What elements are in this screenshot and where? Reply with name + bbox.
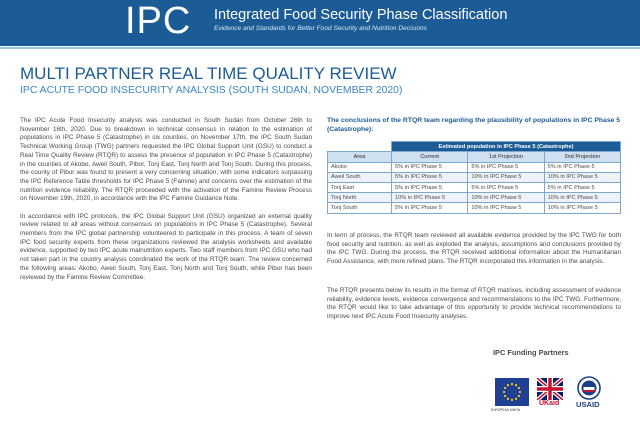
column-header-current: Current bbox=[392, 152, 468, 162]
right-column bbox=[327, 117, 621, 214]
cell-area: Tonj North bbox=[328, 193, 392, 203]
cell-1st-projection: 10% in IPC Phase 5 bbox=[468, 203, 544, 213]
conclusions-heading: The conclusions of the RTQR team regarding the plausibility of populations in IPC Phase 5 (Catastrophe): bbox=[327, 117, 621, 133]
table-row bbox=[328, 162, 621, 172]
table-corner bbox=[328, 142, 392, 152]
page-subtitle: IPC ACUTE FOOD INSECURITY ANALYSIS (SOUTH SUDAN, NOVEMBER 2020) bbox=[20, 85, 403, 96]
cell-1st-projection: 5% in IPC Phase 5 bbox=[468, 162, 544, 172]
cell-1st-projection: 10% in IPC Phase 5 bbox=[468, 193, 544, 203]
ukaid-wordmark: UKaid bbox=[539, 400, 560, 407]
cell-current: 5% in IPC Phase 5 bbox=[392, 203, 468, 213]
table-row bbox=[328, 172, 621, 182]
cell-area: Tonj East bbox=[328, 182, 392, 192]
cell-area: Tonj South bbox=[328, 203, 392, 213]
header-banner bbox=[0, 0, 640, 46]
table-row bbox=[328, 193, 621, 203]
cell-area: Aweil South bbox=[328, 172, 392, 182]
intro-paragraph: The IPC Acute Food Insecurity analysis was conducted in South Sudan from October 26th to November 16th, 2020. Due to breakdown in technical consensus in relation to the estimation of populations in IPC Phase 5 (Catastrophe) in six counties, on November 17th, the IPC South Sudan Technical Working Group (TWG) partners requested the IPC Global Support Unit (GSU) to conduct a Real Time Quality Review (RTQR) to assess the presence of population in IPC Phase 5 (Catastrophe) in the counties of Akobo, Aweil South, Pibor, Tonj East, Tonj North and Tonj South. During this process, the county of Pibor was found to present a very concerning situation, with some indicators surpassing the IPC Reference Table thresholds for IPC Phase 5 (Famine) and concerns over the estimation of the nutrition evidence reliability. The RTQR proceeded with the activation of the Famine Review Process on November 19th, 2020, in accordance with the IPC Famine Guidance Note. bbox=[20, 117, 312, 203]
table-row bbox=[328, 203, 621, 213]
cell-1st-projection: 5% in IPC Phase 5 bbox=[468, 182, 544, 192]
cell-2nd-projection: 5% in IPC Phase 5 bbox=[544, 182, 620, 192]
cell-2nd-projection: 10% in IPC Phase 5 bbox=[544, 172, 620, 182]
protocol-paragraph: In accordance with IPC protocols, the IPC Global Support Unit (GSU) organized an external quality review related to all areas without consensus on populations in IPC Phase 5 (Catastrophe). Several members from the IPC global partnership volunteered to participate in this process. A team of seven IPC food security experts from these organizations reviewed the analysis worksheets and available evidence, supported by two IPC acute malnutrition experts. Two staff members from IPC GSU who had not taken part in the country analysis coordinated the work of the RTQR team. The review concerned the following areas: Akobo, Aweil South, Tonj East, Tonj North and Tonj South, while Pibor has been reviewed by the Famine Review Committee. bbox=[20, 212, 312, 281]
eu-caption: EUROPEAN UNION bbox=[491, 408, 521, 412]
cell-1st-projection: 10% in IPC Phase 5 bbox=[468, 172, 544, 182]
header-divider bbox=[0, 47, 640, 49]
phase5-table bbox=[327, 141, 621, 213]
column-header-1st-projection: 1st Projection bbox=[468, 152, 544, 162]
cell-current: 5% in IPC Phase 5 bbox=[392, 172, 468, 182]
column-header-area: Area bbox=[328, 152, 392, 162]
ipc-logo: IPC bbox=[125, 0, 192, 42]
cell-2nd-projection: 10% in IPC Phase 5 bbox=[544, 203, 620, 213]
table-group-header: Estimated population in IPC Phase 5 (Catastrophe) bbox=[392, 142, 621, 152]
cell-2nd-projection: 5% in IPC Phase 5 bbox=[544, 162, 620, 172]
eu-flag-logo bbox=[495, 378, 529, 406]
results-paragraph: The RTQR presents below its results in the format of RTQR matrixes, including assessment of evidence reliability, evidence levels, evidence convergence and recommendations to the IPC TWG. Furthermore, the RTQR would like to take advantage of this opportunity to provide technical recommendations to improve next IPC Acute Food Insecurity analyses. bbox=[327, 287, 621, 321]
cell-current: 5% in IPC Phase 5 bbox=[392, 182, 468, 192]
funding-partners-label: IPC Funding Partners bbox=[493, 348, 569, 357]
table-row bbox=[328, 182, 621, 192]
left-column bbox=[20, 117, 312, 291]
page-title: MULTI PARTNER REAL TIME QUALITY REVIEW bbox=[20, 64, 397, 83]
cell-area: Akobo bbox=[328, 162, 392, 172]
usaid-seal-logo bbox=[577, 376, 601, 400]
process-paragraph: In term of process, the RTQR team reviewed all available evidence provided by the IPC TWG for both food security and nutrition, as well as exploited the analysis, assumptions and conclusions provided by the IPC TWG. During the process, the RTQR received additional information about the Humanitarian Food Assistance, with more refined plans. The RTQR incorporated this information in the analysis. bbox=[327, 232, 621, 266]
cell-current: 5% in IPC Phase 5 bbox=[392, 162, 468, 172]
column-header-2nd-projection: 2nd Projection bbox=[544, 152, 620, 162]
cell-2nd-projection: 10% in IPC Phase 5 bbox=[544, 193, 620, 203]
banner-title: Integrated Food Security Phase Classification bbox=[214, 7, 508, 23]
cell-current: 10% in IPC Phase 5 bbox=[392, 193, 468, 203]
usaid-wordmark: USAID bbox=[576, 400, 600, 409]
banner-tagline: Evidence and Standards for Better Food Security and Nutrition Decisions bbox=[214, 25, 427, 32]
